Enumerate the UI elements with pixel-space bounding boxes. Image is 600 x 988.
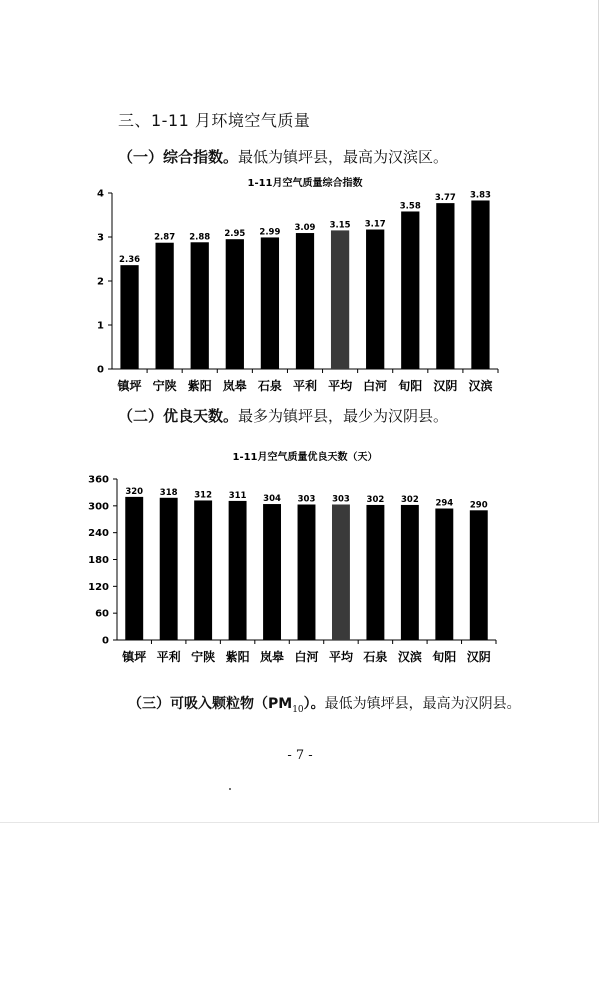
category-label: 白河 — [294, 650, 319, 664]
data-label: 3.09 — [294, 223, 316, 234]
bar-5 — [261, 237, 279, 369]
category-label: 旬阳 — [398, 379, 423, 393]
data-label: 2.36 — [119, 255, 141, 266]
data-label: 2.99 — [259, 227, 281, 238]
bar-5 — [263, 504, 281, 640]
paragraph-text: 最低为镇坪县，最高为汉阴县。 — [324, 696, 521, 712]
data-label: 302 — [366, 494, 385, 505]
y-tick-label: 120 — [88, 581, 109, 593]
bar-4 — [226, 239, 244, 369]
category-label: 紫阳 — [187, 379, 212, 393]
bar-11 — [471, 200, 489, 369]
category-label: 平利 — [156, 650, 181, 664]
bar-7 — [332, 504, 350, 640]
data-label: 303 — [332, 494, 350, 505]
data-label: 3.58 — [399, 201, 421, 212]
bar-1 — [125, 497, 143, 640]
scan-speck — [229, 788, 231, 790]
paragraph-good-days — [118, 405, 448, 426]
y-tick-label: 180 — [88, 555, 109, 566]
y-tick-label: 240 — [88, 528, 109, 540]
bar-11 — [470, 510, 488, 640]
y-tick-label: 3 — [97, 232, 104, 244]
data-label: 294 — [435, 498, 454, 509]
data-label: 290 — [469, 500, 488, 511]
bar-3 — [191, 242, 209, 369]
page-number: - 7 - — [287, 748, 313, 763]
data-label: 3.83 — [469, 190, 491, 201]
bar-6 — [296, 233, 314, 369]
category-label: 石泉 — [257, 379, 282, 393]
bar-2 — [156, 243, 174, 369]
category-label: 石泉 — [363, 650, 388, 664]
paragraph-label-end: ）。 — [303, 696, 325, 712]
category-label: 汉阴 — [466, 650, 491, 664]
category-label: 镇坪 — [117, 379, 142, 393]
bar-6 — [298, 504, 316, 640]
good-days-chart — [0, 440, 600, 672]
data-label: 2.95 — [224, 229, 246, 240]
data-label: 311 — [228, 490, 247, 501]
chart-title: 1-11月空气质量优良天数（天） — [232, 452, 378, 463]
category-label: 宁陕 — [152, 379, 177, 393]
category-label: 汉阴 — [433, 379, 458, 393]
category-label: 镇坪 — [122, 650, 147, 664]
bar-4 — [229, 501, 247, 640]
bar-10 — [435, 509, 453, 640]
data-label: 2.87 — [154, 232, 176, 243]
y-tick-label: 300 — [88, 501, 109, 513]
data-label: 320 — [125, 486, 144, 497]
category-label: 旬阳 — [432, 650, 457, 664]
y-tick-label: 360 — [88, 474, 109, 486]
data-label: 318 — [159, 487, 178, 498]
category-label: 宁陕 — [191, 650, 216, 664]
paragraph-label: （三）可吸入颗粒物（PM — [128, 696, 293, 712]
composite-index-chart — [0, 170, 600, 402]
data-label: 302 — [400, 494, 419, 505]
y-tick-label: 0 — [102, 635, 109, 647]
paragraph-text: 最多为镇坪县，最少为汉阴县。 — [238, 407, 449, 425]
chart-title: 1-11月空气质量综合指数 — [247, 178, 363, 189]
bar-9 — [401, 505, 419, 640]
section-heading: 三、1-11 月环境空气质量 — [118, 111, 311, 130]
y-tick-label: 1 — [97, 320, 104, 332]
bar-9 — [401, 211, 419, 369]
data-label: 304 — [263, 494, 281, 505]
data-label: 3.77 — [434, 193, 456, 204]
bar-10 — [436, 203, 454, 369]
category-label: 岚皋 — [222, 379, 247, 393]
category-label: 汉滨 — [468, 379, 493, 393]
y-tick-label: 2 — [97, 276, 104, 288]
category-label: 紫阳 — [225, 650, 250, 664]
data-label: 312 — [194, 490, 213, 501]
blank-area — [0, 823, 600, 988]
y-tick-label: 4 — [97, 188, 104, 200]
y-tick-label: 60 — [95, 608, 109, 620]
paragraph-label: （一）综合指数。 — [118, 148, 239, 166]
category-label: 平利 — [292, 379, 318, 393]
bar-8 — [366, 230, 384, 369]
data-label: 3.15 — [329, 220, 351, 231]
bar-7 — [331, 230, 349, 369]
y-tick-label: 0 — [97, 364, 104, 376]
paragraph-composite-index — [118, 146, 448, 167]
category-label: 平均 — [328, 650, 353, 664]
bar-1 — [120, 265, 138, 369]
category-label: 白河 — [363, 379, 388, 393]
category-label: 岚皋 — [260, 650, 285, 664]
data-label: 2.88 — [189, 232, 211, 243]
bar-3 — [194, 500, 212, 640]
category-label: 汉滨 — [397, 650, 422, 664]
bar-2 — [160, 498, 178, 640]
paragraph-text: 最低为镇坪县，最高为汉滨区。 — [238, 148, 449, 166]
data-label: 3.17 — [364, 219, 386, 230]
pm-subscript: 10 — [292, 704, 304, 715]
paragraph-label: （二）优良天数。 — [118, 407, 239, 425]
bar-8 — [366, 505, 384, 640]
data-label: 303 — [297, 494, 316, 505]
paragraph-pm10 — [128, 693, 521, 715]
category-label: 平均 — [328, 379, 353, 393]
